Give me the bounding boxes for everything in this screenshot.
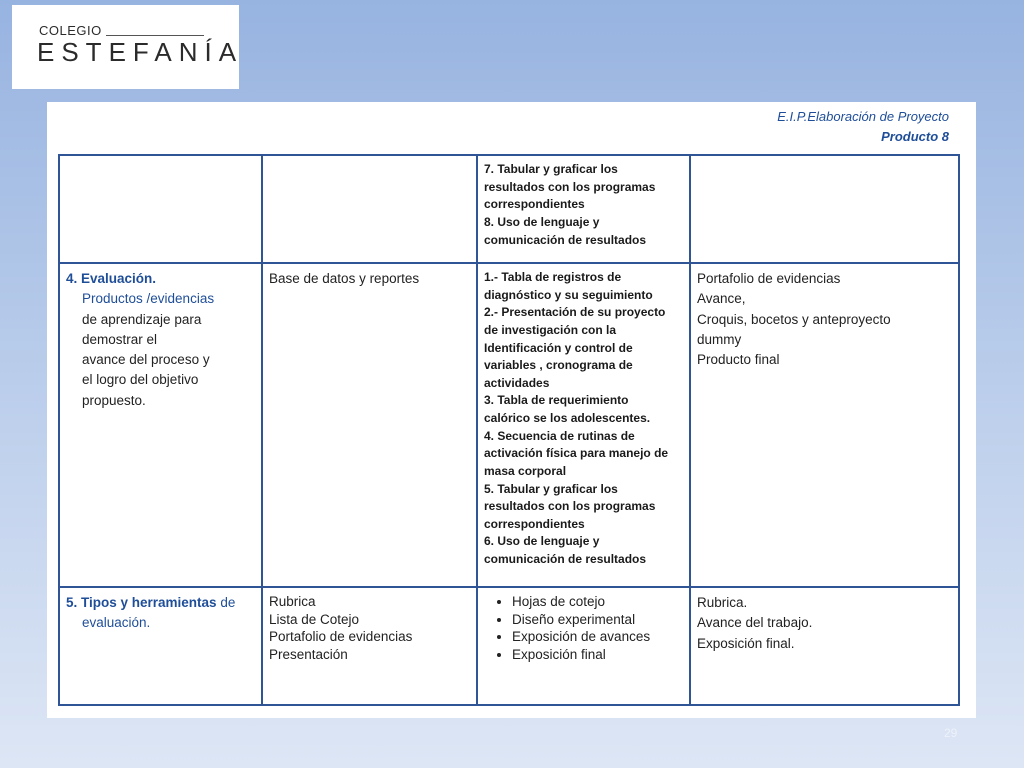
- cell-line: 7. Tabular y graficar los: [484, 162, 618, 176]
- cell-line: 6. Uso de lenguaje y: [484, 534, 600, 549]
- table-cell: [690, 155, 959, 263]
- table-cell: [690, 263, 959, 587]
- table-cell: [477, 587, 690, 705]
- cell-line: comunicación de resultados: [484, 232, 647, 247]
- cell-heading: 5. Tipos y herramientas: [66, 595, 217, 610]
- table-cell: [59, 263, 262, 587]
- cell-heading-suffix: de: [216, 595, 236, 610]
- cell-line: Portafolio de evidencias: [269, 629, 413, 645]
- cell-line: 3. Tabla de requerimiento: [484, 393, 629, 408]
- cell-line: Rubrica.: [697, 595, 748, 610]
- evaluation-table: [58, 154, 960, 706]
- school-logo: [12, 5, 244, 89]
- cell-line: 5. Tabular y graficar los: [484, 481, 618, 496]
- cell-line: 2.- Presentación de su proyecto: [484, 305, 666, 320]
- bullet-list: [484, 593, 683, 663]
- list-item: • Exposición de avances: [512, 628, 683, 646]
- cell-line: Producto final: [697, 352, 780, 367]
- table-row: [59, 155, 959, 263]
- cell-line: Avance,: [697, 291, 746, 307]
- cell-line: variables , cronograma de: [484, 358, 633, 373]
- cell-line: avance del proceso y: [82, 352, 210, 367]
- cell-line: Croquis, bocetos y anteproyecto: [697, 311, 891, 327]
- cell-line: diagnóstico y su seguimiento: [484, 287, 653, 302]
- cell-line: de aprendizaje para: [82, 311, 202, 327]
- table-cell: [477, 155, 690, 263]
- cell-line: 8. Uso de lenguaje y: [484, 214, 600, 229]
- list-item: • Exposición final: [512, 646, 683, 664]
- header-project-title: E.I.P.Elaboración de Proyecto: [777, 109, 949, 124]
- table-cell: [690, 587, 959, 705]
- cell-line: Productos /evidencias: [82, 291, 215, 307]
- logo-main-text: ESTEFANÍA: [37, 37, 244, 67]
- cell-line: masa corporal: [484, 463, 567, 478]
- cell-line: Lista de Cotejo: [269, 611, 360, 627]
- logo-top-text: COLEGIO: [39, 23, 102, 38]
- list-item: • Diseño experimental: [512, 611, 683, 629]
- cell-line: 1.- Tabla de registros de: [484, 270, 622, 284]
- cell-line: el logro del objetivo: [82, 372, 199, 388]
- table-row: [59, 587, 959, 705]
- table-cell: [59, 587, 262, 705]
- cell-line: Exposición final.: [697, 635, 795, 651]
- cell-line: demostrar el: [82, 331, 158, 347]
- cell-line: Presentación: [269, 646, 348, 662]
- cell-line: propuesto.: [82, 392, 146, 408]
- table-cell: [477, 263, 690, 587]
- cell-line: Base de datos y reportes: [269, 271, 420, 286]
- cell-line: activación física para manejo de: [484, 446, 669, 461]
- cell-line: calórico se los adolescentes.: [484, 411, 651, 425]
- table-row: [59, 263, 959, 587]
- cell-line: de investigación con la: [484, 322, 617, 337]
- cell-heading: 4. Evaluación.: [66, 271, 157, 286]
- page-number: 29: [944, 726, 958, 740]
- table-cell: [262, 263, 477, 587]
- logo-divider: [106, 35, 204, 36]
- list-item: • Hojas de cotejo: [512, 593, 683, 611]
- table-cell: [262, 155, 477, 263]
- cell-line: dummy: [697, 331, 742, 347]
- header-product: Producto 8: [881, 129, 949, 144]
- cell-line: Portafolio de evidencias: [697, 271, 841, 286]
- table-cell: [59, 155, 262, 263]
- slide-content: [47, 102, 976, 718]
- cell-line: actividades: [484, 375, 550, 390]
- cell-line: correspondientes: [484, 516, 585, 531]
- cell-line: Avance del trabajo.: [697, 615, 813, 631]
- cell-line: resultados con los programas: [484, 179, 656, 194]
- cell-line: Identificación y control de: [484, 340, 633, 355]
- table-cell: [262, 587, 477, 705]
- cell-line: comunicación de resultados: [484, 552, 647, 566]
- cell-line: resultados con los programas: [484, 499, 656, 514]
- cell-line: Rubrica: [269, 594, 316, 609]
- cell-line: correspondientes: [484, 197, 585, 212]
- cell-line: 4. Secuencia de rutinas de: [484, 428, 635, 443]
- cell-line: evaluación.: [82, 615, 151, 631]
